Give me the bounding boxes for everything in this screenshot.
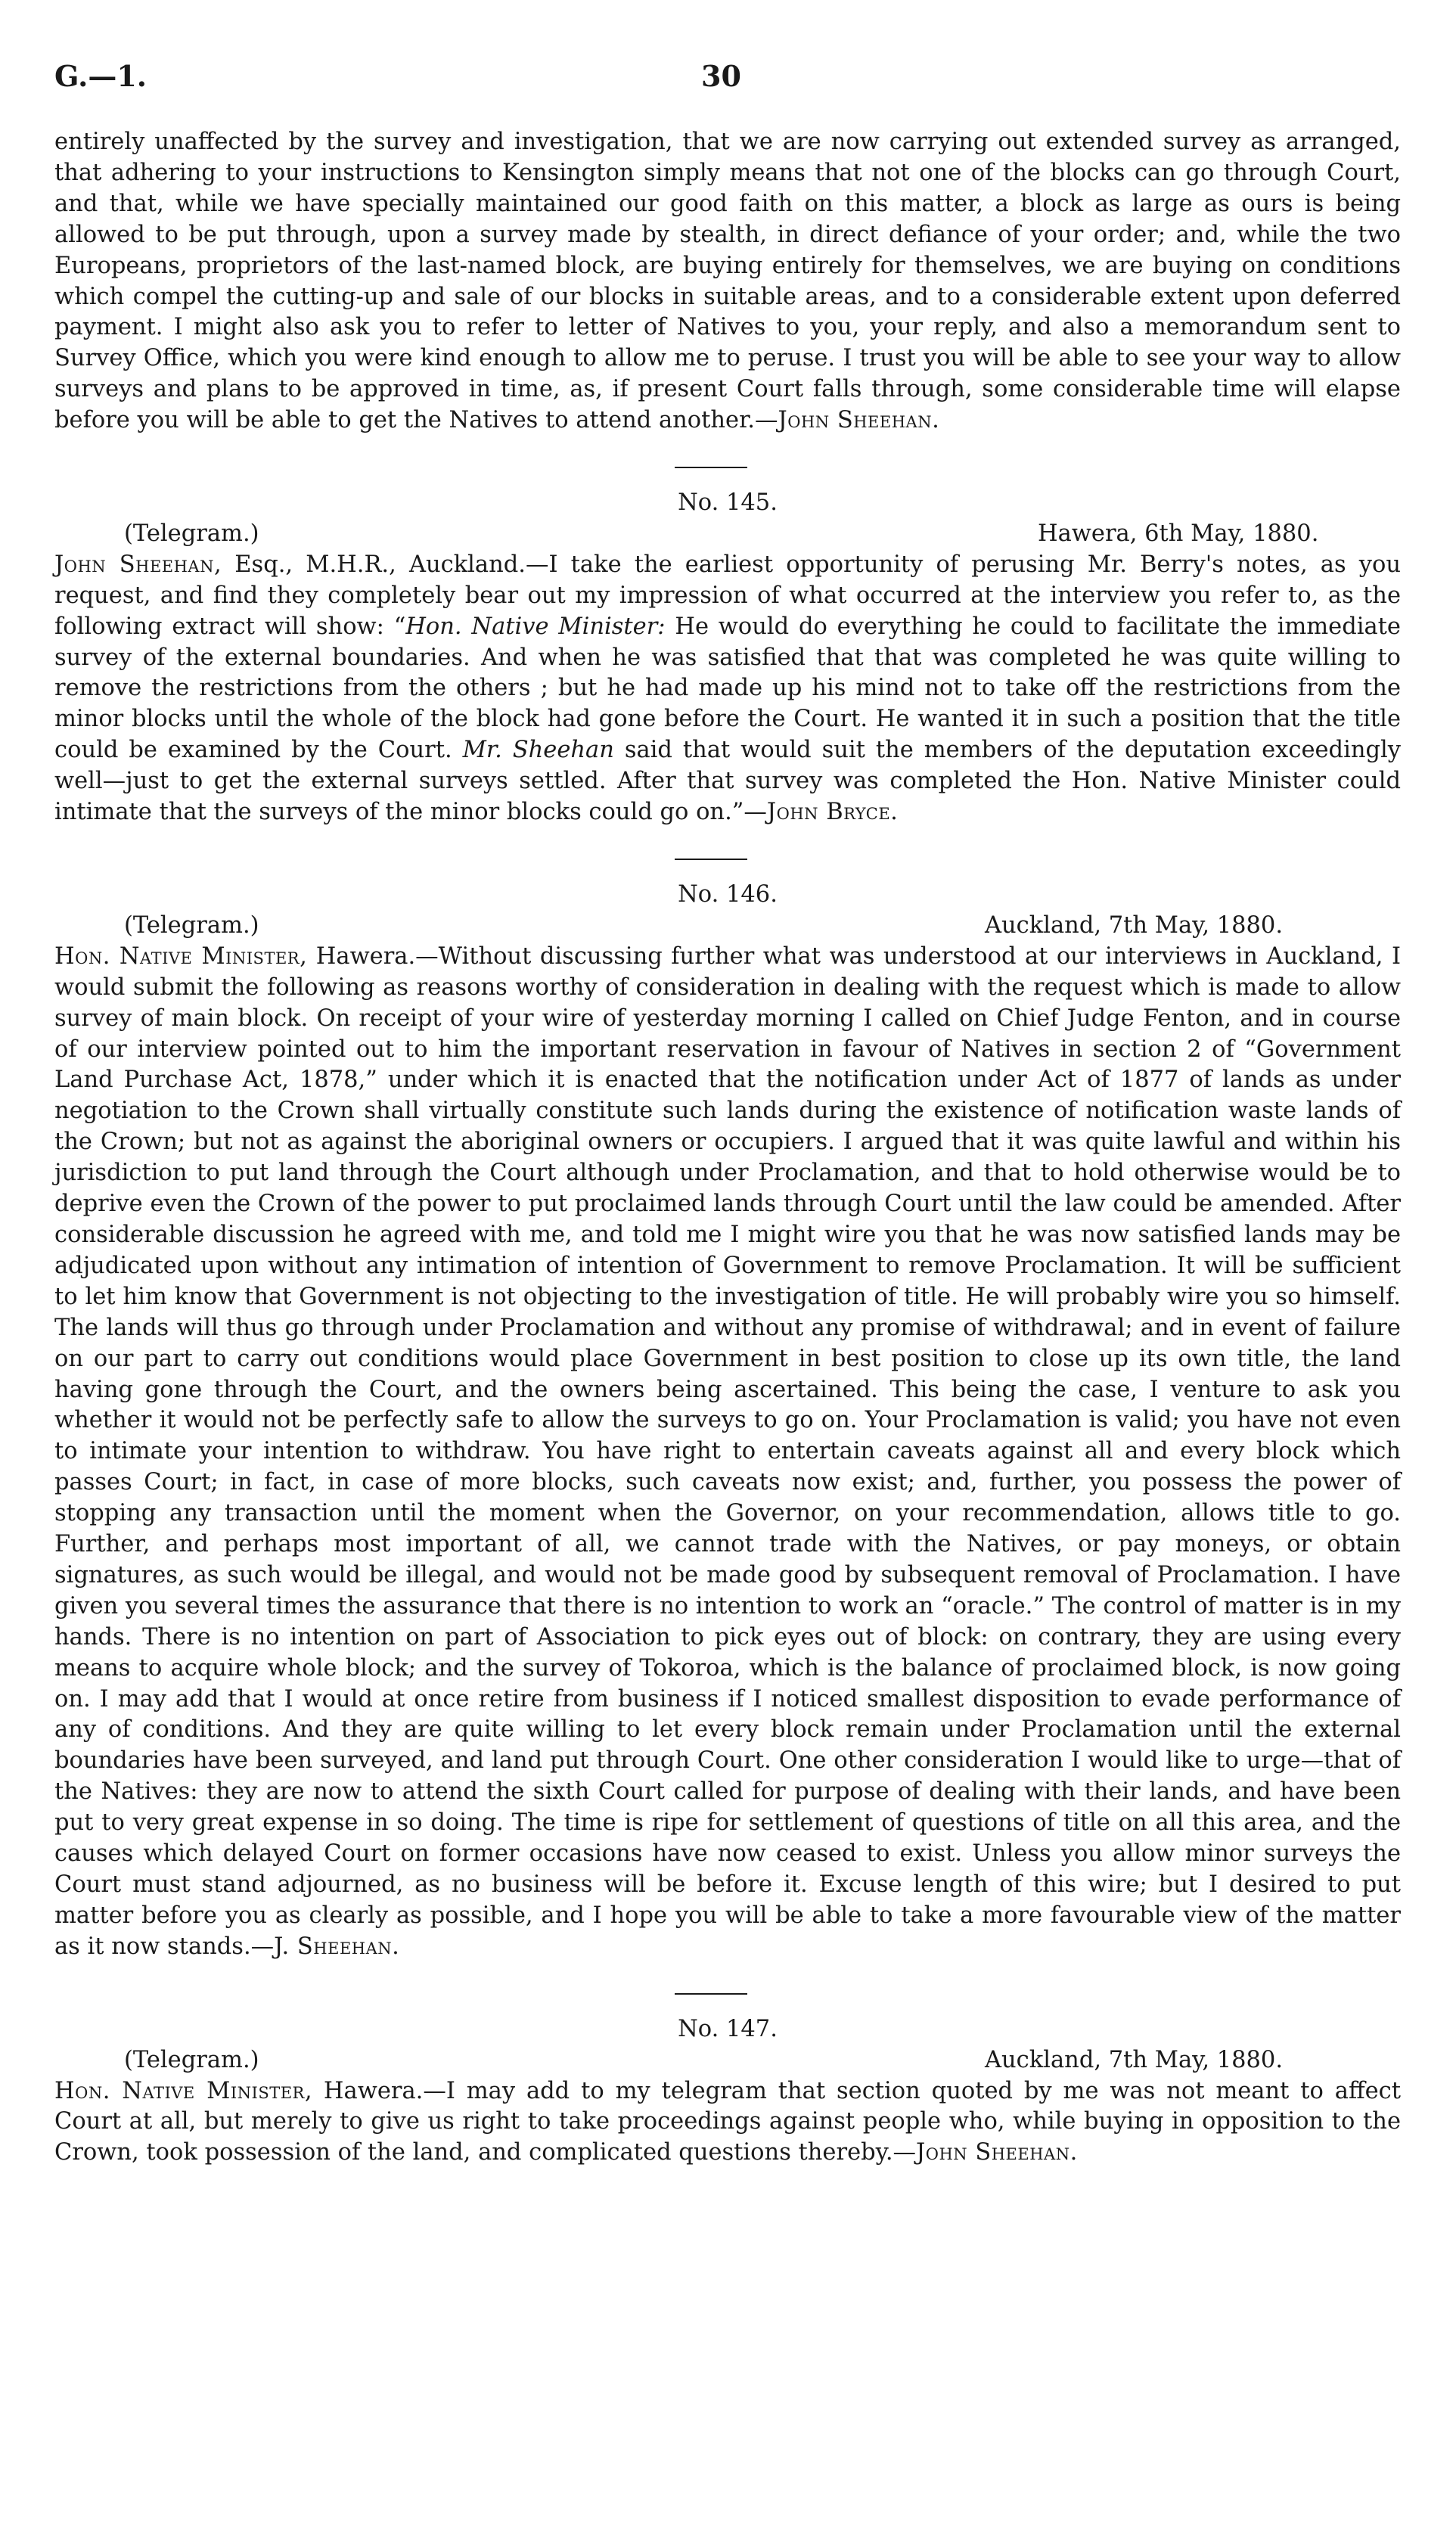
telegram-place-date: Auckland, 7th May, 1880. <box>985 911 1284 939</box>
telegram-signature: J. Sheehan. <box>274 1933 400 1960</box>
page-number: 30 <box>701 59 741 93</box>
telegram-place-date: Auckland, 7th May, 1880. <box>985 2046 1284 2073</box>
separator <box>54 828 1401 880</box>
telegram-kind: (Telegram.) <box>124 911 259 939</box>
telegram-text-part: Hawera.—I may add to my telegram that section quoted by me was not meant to affect Court at all, but merely to give us right to take proceedings against people who, while buying in opposition to the Crown, took possession of the land, and complicated questions thereby.— <box>54 2077 1401 2166</box>
telegram-number: No. 147. <box>678 2015 778 2042</box>
telegram-addressee: John Sheehan, <box>54 551 222 578</box>
telegram-number: No. 145. <box>678 489 778 517</box>
telegram-text-part: Hawera.—Without discussing further what was understood at our interviews in Auckland, I would submit the following as reasons worthy of consideration in dealing with the request which is made to allow survey of main block. On receipt of your wire of yesterday morning I called on Chief Judge Fenton, and in course of our interview pointed out to him the important reservation in favour of Natives in section 2 of “Government Land Purchase Act, 1878,” under which it is enacted that the notification under Act of 1877 of lands as under negotiation to the Crown shall virtually constitute such lands during the existence of notification waste lands of the Crown; but not as against the aboriginal owners or occupiers. I argued that it was quite lawful and within his jurisdiction to put land through the Court although under Proclamation, and that to hold otherwise would be to deprive even the Crown of the power to put proclaimed lands through Court until the law could be amended. After considerable discussion he agreed with me, and told me I might wire you that he was now satisfied lands may be adjudicated upon without any intimation of intention of Government to remove Proclamation. It will be sufficient to let him know that Government is not objecting to the investigation of title. He will probably wire you so himself. The lands will thus go through under Proclamation and without any promise of withdrawal; and in event of failure on our part to carry out conditions would place Government in best position to close up its own title, the land having gone through the Court, and the owners being ascertained. This being the case, I venture to ask you whether it would not be perfectly safe to allow the surveys to go on. Your Proclamation is valid; you have not even to intimate your intention to withdraw. You have right to entertain caveats against all and every block which passes Court; in fact, in case of more blocks, such caveats now exist; and, further, you possess the power of stopping any transaction until the moment when the Governor, on your recommendation, allows title to go. Further, and perhaps most important of all, we cannot trade with the Natives, or pay moneys, or obtain signatures, as such would be illegal, and would not be made good by subsequent removal of Proclamation. I have given you several times the assurance that there is no intention to work an “oracle.” The control of matter is in my hands. There is no intention on part of Association to pick eyes out of block: on contrary, they are using every means to acquire whole block; and the survey of Tokoroa, which is the balance of proclaimed block, is now going on. I may add that I would at once retire from business if I noticed smallest disposition to evade performance of any of conditions. And they are quite willing to let every block remain under Proclamation until the external boundaries have been surveyed, and land put through Court. One other consideration I would like to urge—that of the Natives: they are now to attend the sixth Court called for purpose of dealing with their lands, and have been put to very great expense in so doing. The time is ripe for settlement of questions of title on all this area, and the causes which delayed Court on former occasions have now ceased to exist. Unless you allow minor surveys the Court must stand adjourned, as no business will be before it. Excuse length of this wire; but I desired to put matter before you as clearly as possible, and I hope you will be able to take a more favourable view of the matter as it now stands.— <box>54 942 1401 1960</box>
separator <box>54 1963 1401 2014</box>
telegram-addressee: Hon. Native Minister, <box>54 2077 313 2104</box>
opening-text: entirely unaffected by the survey and investigation, that we are now carrying out extended survey as arranged, that adhering to your instructions to Kensington simply means that not one of the blocks can go through Court, and that, while we have specially maintained our good faith on this matter, a block as large as ours is being allowed to be put through, upon a survey made by stealth, in direct defiance of your order; and, while the two Europeans, proprietors of the last-named block, are buying entirely for themselves, we are buying on conditions which compel the cutting-up and sale of our blocks in suitable areas, and to a considerable extent upon deferred payment. I might also ask you to refer to letter of Natives to you, your reply, and also a memorandum sent to Survey Office, which you were kind enough to allow me to peruse. I trust you will be able to see your way to allow surveys and plans to be approved in time, as, if present Court falls through, some considerable time will elapse before you will be able to get the Natives to attend another.— <box>54 129 1401 434</box>
telegram-147 <box>54 2014 1401 2169</box>
telegram-italic-part: Hon. Native Minister: <box>405 613 666 640</box>
telegram-text <box>54 550 1401 828</box>
telegram-text-part: Esq., M.H.R., Auckland.—I take the earliest opportunity of perusing Mr. Berry's notes, as you request, and find they completely bear out my impression of what occurred at the interview you refer to, as the following extract will show: “ <box>54 551 1401 640</box>
telegram-145 <box>54 488 1401 828</box>
telegram-kind: (Telegram.) <box>124 520 259 547</box>
separator <box>54 436 1401 488</box>
separator-rule <box>675 467 747 468</box>
document-body <box>54 127 1401 2169</box>
telegram-signature: John Sheehan. <box>916 2139 1078 2166</box>
telegram-number: No. 146. <box>678 881 778 908</box>
telegram-italic-part: Mr. Sheehan <box>462 737 614 764</box>
telegram-dateline <box>54 911 1401 942</box>
page-header <box>54 59 1401 104</box>
opening-signature: John Sheehan. <box>778 407 940 434</box>
opening-paragraph <box>54 127 1401 436</box>
telegram-text-part: He would do everything he could to facilitate the immediate survey of the external boundaries. And when he was satisfied that that was completed he was quite willing to remove the restrictions from the others ; but he had made up his mind not to take off the restrictions from the minor blocks until the whole of the block had gone before the Court. He wanted it in such a position that the title could be examined by the Court. <box>54 613 1401 764</box>
telegram-dateline <box>54 2045 1401 2076</box>
separator-rule <box>675 859 747 860</box>
telegram-146 <box>54 880 1401 1963</box>
separator-rule <box>675 1993 747 1995</box>
document-reference: G.—1. <box>54 59 147 93</box>
telegram-addressee: Hon. Native Minister, <box>54 942 308 970</box>
telegram-text <box>54 2076 1401 2169</box>
telegram-signature: John Bryce. <box>766 799 899 826</box>
telegram-kind: (Telegram.) <box>124 2046 259 2073</box>
telegram-text-part: said that would suit the members of the deputation exceedingly well—just to get the external surveys settled. After that survey was completed the Hon. Native Minister could intimate that the surveys of the minor blocks could go on.”— <box>54 737 1401 826</box>
telegram-place-date: Hawera, 6th May, 1880. <box>1038 520 1319 547</box>
telegram-dateline <box>54 519 1401 550</box>
telegram-text <box>54 942 1401 1963</box>
